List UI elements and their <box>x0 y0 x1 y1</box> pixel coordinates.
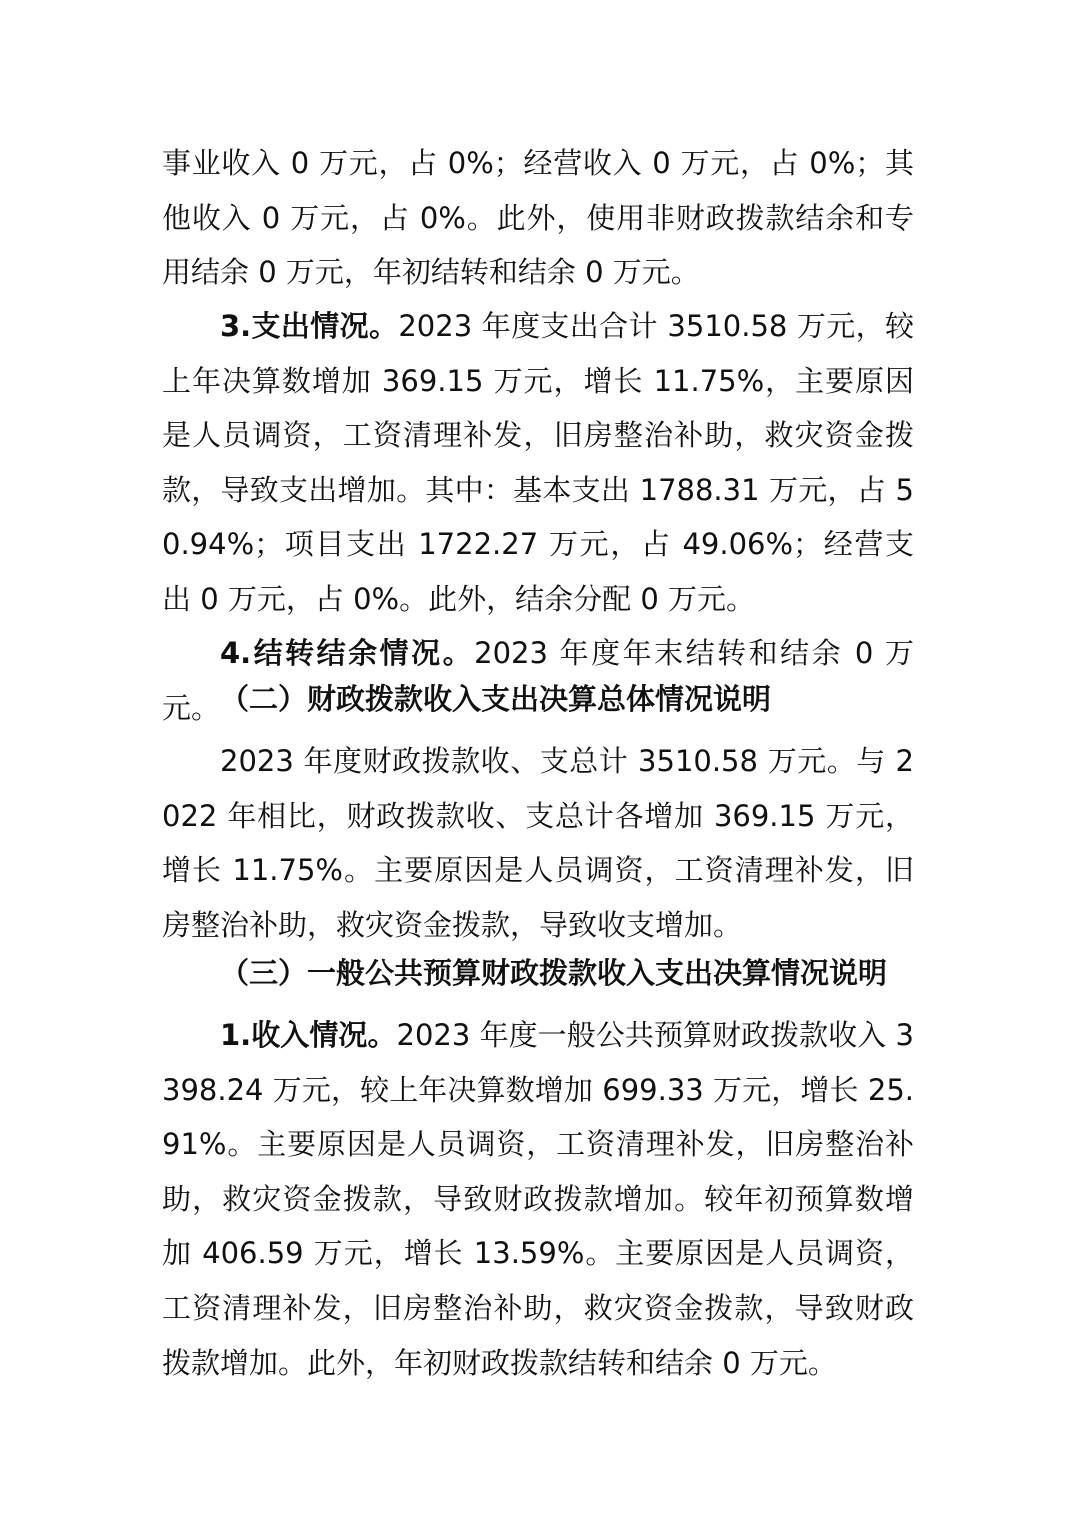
carryover-body: 2023 年度年末结转和结余 0 万元。 <box>162 636 914 725</box>
general-income-body: 2023 年度一般公共预算财政拨款收入 3398.24 万元，较上年决算数增加 699.33 万元，增长 25.91%。主要原因是人员调资，工资清理补发，旧房整治补助，救灾资金拨款，导致财政拨款增加。较年初预算数增加 406.59 万元，增长 13.59%。主要原因是人员调资，工资清理补发，旧房整治补助，救灾资金拨款，导致财政拨款增加。此外，年初财政拨款结转和结余 0 万元。 <box>162 1018 914 1380</box>
carryover-lead: 4.结转结余情况。 <box>220 636 475 670</box>
expenditure-paragraph <box>162 299 914 627</box>
fiscal-total-paragraph: 2023 年度财政拨款收、支总计 3510.58 万元。与 2022 年相比，财政拨款收、支总计各增加 369.15 万元，增长 11.75%。主要原因是人员调资，工资清理补发，旧房整治补助，救灾资金拨款，导致收支增加。 <box>162 744 914 942</box>
section-heading-3: （三）一般公共预算财政拨款收入支出决算情况说明 <box>220 956 888 990</box>
expenditure-lead: 3.支出情况。 <box>220 309 399 343</box>
expenditure-body: 2023 年度支出合计 3510.58 万元，较上年决算数增加 369.15 万元，增长 11.75%，主要原因是人员调资，工资清理补发，旧房整治补助，救灾资金拨款，导致支出增加。其中：基本支出 1788.31 万元，占 50.94%；项目支出 1722.27 万元，占 49.06%；经营支出 0 万元，占 0%。此外，结余分配 0 万元。 <box>162 309 914 616</box>
section-heading-2: （二）财政拨款收入支出决算总体情况说明 <box>220 682 772 716</box>
income-tail-paragraph: 事业收入 0 万元，占 0%；经营收入 0 万元，占 0%；其他收入 0 万元，占 0%。此外，使用非财政拨款结余和专用结余 0 万元，年初结转和结余 0 万元。 <box>162 146 914 290</box>
general-income-lead: 1.收入情况。 <box>220 1018 397 1052</box>
general-income-paragraph <box>162 1008 914 1390</box>
